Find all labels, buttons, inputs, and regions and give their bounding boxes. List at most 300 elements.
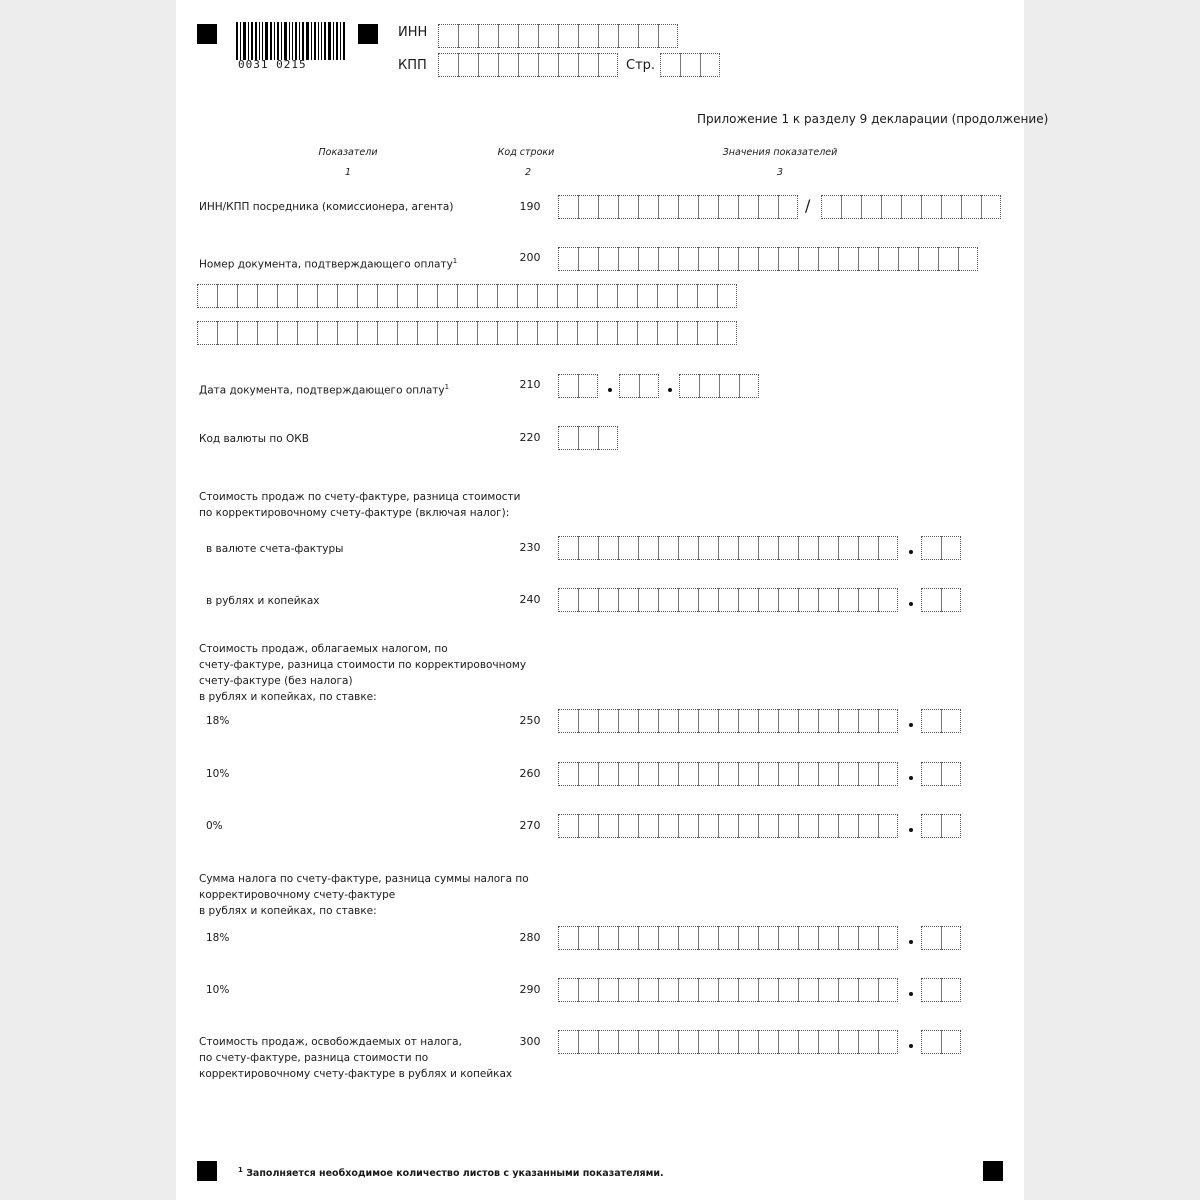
input-cell[interactable]: [577, 321, 597, 345]
input-cell[interactable]: [918, 247, 938, 271]
input-cell[interactable]: [558, 709, 578, 733]
input-cell[interactable]: [658, 926, 678, 950]
input-cell[interactable]: [921, 762, 941, 786]
input-cell[interactable]: [758, 814, 778, 838]
input-cell[interactable]: [638, 926, 658, 950]
input-cell[interactable]: [778, 978, 798, 1002]
input-cell[interactable]: [578, 926, 598, 950]
input-cell[interactable]: [698, 536, 718, 560]
input-cell[interactable]: [317, 321, 337, 345]
row-280-fraction-cells[interactable]: [921, 926, 961, 950]
input-cell[interactable]: [758, 195, 778, 219]
input-cell[interactable]: [858, 926, 878, 950]
input-cell[interactable]: [578, 588, 598, 612]
input-cell[interactable]: [921, 814, 941, 838]
input-cell[interactable]: [297, 284, 317, 308]
input-cell[interactable]: [658, 536, 678, 560]
input-cell[interactable]: [658, 978, 678, 1002]
input-cell[interactable]: [638, 1030, 658, 1054]
input-cell[interactable]: [638, 536, 658, 560]
input-cell[interactable]: [841, 195, 861, 219]
input-cell[interactable]: [878, 814, 898, 838]
input-cell[interactable]: [578, 53, 598, 77]
input-cell[interactable]: [517, 321, 537, 345]
input-cell[interactable]: [637, 321, 657, 345]
input-cell[interactable]: [901, 195, 921, 219]
input-cell[interactable]: [618, 709, 638, 733]
input-cell[interactable]: [237, 321, 257, 345]
input-cell[interactable]: [658, 814, 678, 838]
input-cell[interactable]: [921, 588, 941, 612]
input-cell[interactable]: [537, 321, 557, 345]
input-cell[interactable]: [941, 588, 961, 612]
input-cell[interactable]: [658, 1030, 678, 1054]
input-cell[interactable]: [858, 762, 878, 786]
input-cell[interactable]: [197, 321, 217, 345]
input-cell[interactable]: [921, 195, 941, 219]
input-cell[interactable]: [738, 762, 758, 786]
input-cell[interactable]: [738, 709, 758, 733]
input-cell[interactable]: [738, 926, 758, 950]
input-cell[interactable]: [498, 24, 518, 48]
input-cell[interactable]: [277, 321, 297, 345]
input-cell[interactable]: [619, 374, 639, 398]
input-cell[interactable]: [941, 814, 961, 838]
input-cell[interactable]: [719, 374, 739, 398]
input-cell[interactable]: [758, 247, 778, 271]
input-cell[interactable]: [680, 53, 700, 77]
input-cell[interactable]: [598, 24, 618, 48]
input-cell[interactable]: [718, 247, 738, 271]
input-cell[interactable]: [618, 1030, 638, 1054]
input-cell[interactable]: [658, 588, 678, 612]
row-200-cells-line1[interactable]: [558, 247, 978, 271]
input-cell[interactable]: [357, 284, 377, 308]
input-cell[interactable]: [938, 247, 958, 271]
input-cell[interactable]: [798, 1030, 818, 1054]
input-cell[interactable]: [878, 978, 898, 1002]
input-cell[interactable]: [678, 1030, 698, 1054]
input-cell[interactable]: [941, 709, 961, 733]
input-cell[interactable]: [821, 195, 841, 219]
input-cell[interactable]: [838, 247, 858, 271]
input-cell[interactable]: [941, 195, 961, 219]
input-cell[interactable]: [778, 588, 798, 612]
input-cell[interactable]: [558, 426, 578, 450]
input-cell[interactable]: [717, 284, 737, 308]
input-cell[interactable]: [597, 321, 617, 345]
input-cell[interactable]: [878, 1030, 898, 1054]
input-cell[interactable]: [798, 536, 818, 560]
input-cell[interactable]: [558, 536, 578, 560]
input-cell[interactable]: [597, 284, 617, 308]
input-cell[interactable]: [337, 284, 357, 308]
input-cell[interactable]: [878, 709, 898, 733]
input-cell[interactable]: [277, 284, 297, 308]
input-cell[interactable]: [698, 195, 718, 219]
input-cell[interactable]: [477, 284, 497, 308]
input-cell[interactable]: [578, 536, 598, 560]
input-cell[interactable]: [617, 284, 637, 308]
row-270-fraction-cells[interactable]: [921, 814, 961, 838]
input-cell[interactable]: [758, 978, 778, 1002]
input-cell[interactable]: [337, 321, 357, 345]
input-cell[interactable]: [578, 374, 598, 398]
input-cell[interactable]: [660, 53, 680, 77]
input-cell[interactable]: [738, 195, 758, 219]
input-cell[interactable]: [858, 1030, 878, 1054]
input-cell[interactable]: [677, 321, 697, 345]
input-cell[interactable]: [838, 1030, 858, 1054]
input-cell[interactable]: [638, 247, 658, 271]
input-cell[interactable]: [838, 978, 858, 1002]
input-cell[interactable]: [657, 284, 677, 308]
input-cell[interactable]: [658, 247, 678, 271]
input-cell[interactable]: [578, 978, 598, 1002]
input-cell[interactable]: [417, 321, 437, 345]
input-cell[interactable]: [598, 978, 618, 1002]
input-cell[interactable]: [637, 284, 657, 308]
input-cell[interactable]: [558, 588, 578, 612]
input-cell[interactable]: [718, 762, 738, 786]
input-cell[interactable]: [778, 247, 798, 271]
input-cell[interactable]: [678, 195, 698, 219]
input-cell[interactable]: [557, 284, 577, 308]
input-cell[interactable]: [738, 814, 758, 838]
input-cell[interactable]: [758, 762, 778, 786]
input-cell[interactable]: [658, 24, 678, 48]
input-cell[interactable]: [858, 536, 878, 560]
row-300-fraction-cells[interactable]: [921, 1030, 961, 1054]
input-cell[interactable]: [478, 24, 498, 48]
input-cell[interactable]: [518, 53, 538, 77]
input-cell[interactable]: [638, 24, 658, 48]
input-cell[interactable]: [981, 195, 1001, 219]
input-cell[interactable]: [437, 284, 457, 308]
input-cell[interactable]: [457, 321, 477, 345]
input-cell[interactable]: [678, 762, 698, 786]
input-cell[interactable]: [818, 709, 838, 733]
input-cell[interactable]: [257, 321, 277, 345]
row-300-integer-cells[interactable]: [558, 1030, 898, 1054]
input-cell[interactable]: [679, 374, 699, 398]
input-cell[interactable]: [961, 195, 981, 219]
input-cell[interactable]: [558, 978, 578, 1002]
input-cell[interactable]: [437, 321, 457, 345]
input-cell[interactable]: [457, 284, 477, 308]
row-290-integer-cells[interactable]: [558, 978, 898, 1002]
input-cell[interactable]: [921, 926, 941, 950]
input-cell[interactable]: [397, 321, 417, 345]
row-220-currency-cells[interactable]: [558, 426, 618, 450]
input-cell[interactable]: [638, 195, 658, 219]
input-cell[interactable]: [858, 709, 878, 733]
input-cell[interactable]: [598, 247, 618, 271]
input-cell[interactable]: [941, 978, 961, 1002]
input-cell[interactable]: [698, 926, 718, 950]
input-cell[interactable]: [818, 814, 838, 838]
input-cell[interactable]: [738, 1030, 758, 1054]
input-cell[interactable]: [538, 53, 558, 77]
input-cell[interactable]: [678, 814, 698, 838]
input-cell[interactable]: [537, 284, 557, 308]
input-cell[interactable]: [317, 284, 337, 308]
input-cell[interactable]: [618, 588, 638, 612]
input-cell[interactable]: [578, 1030, 598, 1054]
row-230-integer-cells[interactable]: [558, 536, 898, 560]
input-cell[interactable]: [778, 709, 798, 733]
input-cell[interactable]: [818, 926, 838, 950]
input-cell[interactable]: [698, 247, 718, 271]
input-cell[interactable]: [678, 536, 698, 560]
input-cell[interactable]: [818, 588, 838, 612]
input-cell[interactable]: [878, 588, 898, 612]
input-cell[interactable]: [197, 284, 217, 308]
input-cell[interactable]: [578, 762, 598, 786]
input-cell[interactable]: [517, 284, 537, 308]
input-cell[interactable]: [618, 195, 638, 219]
input-cell[interactable]: [217, 284, 237, 308]
kpp-cells[interactable]: [438, 53, 618, 77]
input-cell[interactable]: [598, 709, 618, 733]
input-cell[interactable]: [558, 374, 578, 398]
input-cell[interactable]: [618, 536, 638, 560]
row-210-year-cells[interactable]: [679, 374, 759, 398]
input-cell[interactable]: [718, 588, 738, 612]
input-cell[interactable]: [881, 195, 901, 219]
input-cell[interactable]: [921, 1030, 941, 1054]
input-cell[interactable]: [921, 978, 941, 1002]
input-cell[interactable]: [598, 53, 618, 77]
input-cell[interactable]: [639, 374, 659, 398]
input-cell[interactable]: [718, 814, 738, 838]
input-cell[interactable]: [941, 536, 961, 560]
input-cell[interactable]: [598, 814, 618, 838]
input-cell[interactable]: [557, 321, 577, 345]
input-cell[interactable]: [778, 195, 798, 219]
input-cell[interactable]: [417, 284, 437, 308]
input-cell[interactable]: [598, 926, 618, 950]
input-cell[interactable]: [477, 321, 497, 345]
input-cell[interactable]: [778, 762, 798, 786]
row-250-integer-cells[interactable]: [558, 709, 898, 733]
input-cell[interactable]: [818, 762, 838, 786]
input-cell[interactable]: [718, 1030, 738, 1054]
input-cell[interactable]: [638, 588, 658, 612]
input-cell[interactable]: [497, 284, 517, 308]
input-cell[interactable]: [838, 814, 858, 838]
input-cell[interactable]: [657, 321, 677, 345]
row-290-fraction-cells[interactable]: [921, 978, 961, 1002]
input-cell[interactable]: [598, 195, 618, 219]
inn-cells[interactable]: [438, 24, 678, 48]
input-cell[interactable]: [798, 762, 818, 786]
input-cell[interactable]: [518, 24, 538, 48]
input-cell[interactable]: [458, 24, 478, 48]
input-cell[interactable]: [357, 321, 377, 345]
input-cell[interactable]: [677, 284, 697, 308]
input-cell[interactable]: [377, 284, 397, 308]
input-cell[interactable]: [778, 1030, 798, 1054]
input-cell[interactable]: [578, 24, 598, 48]
row-250-fraction-cells[interactable]: [921, 709, 961, 733]
input-cell[interactable]: [698, 1030, 718, 1054]
input-cell[interactable]: [438, 24, 458, 48]
input-cell[interactable]: [941, 1030, 961, 1054]
input-cell[interactable]: [698, 814, 718, 838]
input-cell[interactable]: [678, 588, 698, 612]
input-cell[interactable]: [818, 978, 838, 1002]
input-cell[interactable]: [718, 926, 738, 950]
input-cell[interactable]: [941, 926, 961, 950]
row-280-integer-cells[interactable]: [558, 926, 898, 950]
input-cell[interactable]: [697, 321, 717, 345]
input-cell[interactable]: [558, 814, 578, 838]
input-cell[interactable]: [458, 53, 478, 77]
input-cell[interactable]: [598, 1030, 618, 1054]
row-260-fraction-cells[interactable]: [921, 762, 961, 786]
row-240-integer-cells[interactable]: [558, 588, 898, 612]
input-cell[interactable]: [738, 247, 758, 271]
input-cell[interactable]: [798, 814, 818, 838]
input-cell[interactable]: [598, 762, 618, 786]
input-cell[interactable]: [558, 762, 578, 786]
input-cell[interactable]: [878, 536, 898, 560]
input-cell[interactable]: [858, 978, 878, 1002]
row-270-integer-cells[interactable]: [558, 814, 898, 838]
input-cell[interactable]: [698, 588, 718, 612]
input-cell[interactable]: [698, 762, 718, 786]
input-cell[interactable]: [618, 762, 638, 786]
input-cell[interactable]: [818, 1030, 838, 1054]
input-cell[interactable]: [558, 24, 578, 48]
input-cell[interactable]: [758, 926, 778, 950]
input-cell[interactable]: [638, 814, 658, 838]
input-cell[interactable]: [921, 536, 941, 560]
input-cell[interactable]: [638, 978, 658, 1002]
input-cell[interactable]: [941, 762, 961, 786]
input-cell[interactable]: [217, 321, 237, 345]
input-cell[interactable]: [758, 709, 778, 733]
row-200-cells-line3[interactable]: [197, 321, 737, 345]
page-number-cells[interactable]: [660, 53, 720, 77]
input-cell[interactable]: [618, 978, 638, 1002]
input-cell[interactable]: [718, 195, 738, 219]
input-cell[interactable]: [739, 374, 759, 398]
input-cell[interactable]: [678, 247, 698, 271]
input-cell[interactable]: [257, 284, 277, 308]
input-cell[interactable]: [878, 762, 898, 786]
input-cell[interactable]: [578, 814, 598, 838]
input-cell[interactable]: [798, 978, 818, 1002]
input-cell[interactable]: [558, 247, 578, 271]
input-cell[interactable]: [858, 814, 878, 838]
input-cell[interactable]: [898, 247, 918, 271]
input-cell[interactable]: [498, 53, 518, 77]
row-210-month-cells[interactable]: [619, 374, 659, 398]
input-cell[interactable]: [397, 284, 417, 308]
input-cell[interactable]: [698, 978, 718, 1002]
input-cell[interactable]: [717, 321, 737, 345]
input-cell[interactable]: [718, 709, 738, 733]
input-cell[interactable]: [538, 24, 558, 48]
input-cell[interactable]: [618, 247, 638, 271]
input-cell[interactable]: [377, 321, 397, 345]
input-cell[interactable]: [618, 814, 638, 838]
input-cell[interactable]: [778, 536, 798, 560]
input-cell[interactable]: [497, 321, 517, 345]
row-240-fraction-cells[interactable]: [921, 588, 961, 612]
input-cell[interactable]: [758, 588, 778, 612]
input-cell[interactable]: [558, 195, 578, 219]
input-cell[interactable]: [878, 247, 898, 271]
input-cell[interactable]: [658, 709, 678, 733]
input-cell[interactable]: [798, 247, 818, 271]
input-cell[interactable]: [558, 926, 578, 950]
input-cell[interactable]: [838, 709, 858, 733]
input-cell[interactable]: [237, 284, 257, 308]
row-200-cells-line2[interactable]: [197, 284, 737, 308]
input-cell[interactable]: [558, 53, 578, 77]
input-cell[interactable]: [818, 536, 838, 560]
input-cell[interactable]: [697, 284, 717, 308]
input-cell[interactable]: [700, 53, 720, 77]
input-cell[interactable]: [838, 536, 858, 560]
input-cell[interactable]: [838, 588, 858, 612]
input-cell[interactable]: [578, 195, 598, 219]
input-cell[interactable]: [678, 978, 698, 1002]
input-cell[interactable]: [858, 588, 878, 612]
input-cell[interactable]: [861, 195, 881, 219]
input-cell[interactable]: [617, 321, 637, 345]
input-cell[interactable]: [578, 426, 598, 450]
row-190-inn-cells[interactable]: [558, 195, 798, 219]
input-cell[interactable]: [638, 709, 658, 733]
input-cell[interactable]: [478, 53, 498, 77]
input-cell[interactable]: [577, 284, 597, 308]
input-cell[interactable]: [658, 195, 678, 219]
input-cell[interactable]: [618, 926, 638, 950]
input-cell[interactable]: [738, 978, 758, 1002]
input-cell[interactable]: [698, 709, 718, 733]
input-cell[interactable]: [578, 709, 598, 733]
input-cell[interactable]: [738, 536, 758, 560]
input-cell[interactable]: [718, 978, 738, 1002]
input-cell[interactable]: [558, 1030, 578, 1054]
input-cell[interactable]: [778, 926, 798, 950]
input-cell[interactable]: [838, 762, 858, 786]
input-cell[interactable]: [598, 588, 618, 612]
input-cell[interactable]: [678, 709, 698, 733]
row-190-kpp-cells[interactable]: [821, 195, 1001, 219]
input-cell[interactable]: [297, 321, 317, 345]
input-cell[interactable]: [921, 709, 941, 733]
input-cell[interactable]: [598, 536, 618, 560]
input-cell[interactable]: [838, 926, 858, 950]
row-260-integer-cells[interactable]: [558, 762, 898, 786]
input-cell[interactable]: [699, 374, 719, 398]
input-cell[interactable]: [638, 762, 658, 786]
row-230-fraction-cells[interactable]: [921, 536, 961, 560]
input-cell[interactable]: [798, 588, 818, 612]
input-cell[interactable]: [758, 536, 778, 560]
input-cell[interactable]: [858, 247, 878, 271]
row-210-day-cells[interactable]: [558, 374, 598, 398]
input-cell[interactable]: [678, 926, 698, 950]
input-cell[interactable]: [598, 426, 618, 450]
input-cell[interactable]: [718, 536, 738, 560]
input-cell[interactable]: [618, 24, 638, 48]
